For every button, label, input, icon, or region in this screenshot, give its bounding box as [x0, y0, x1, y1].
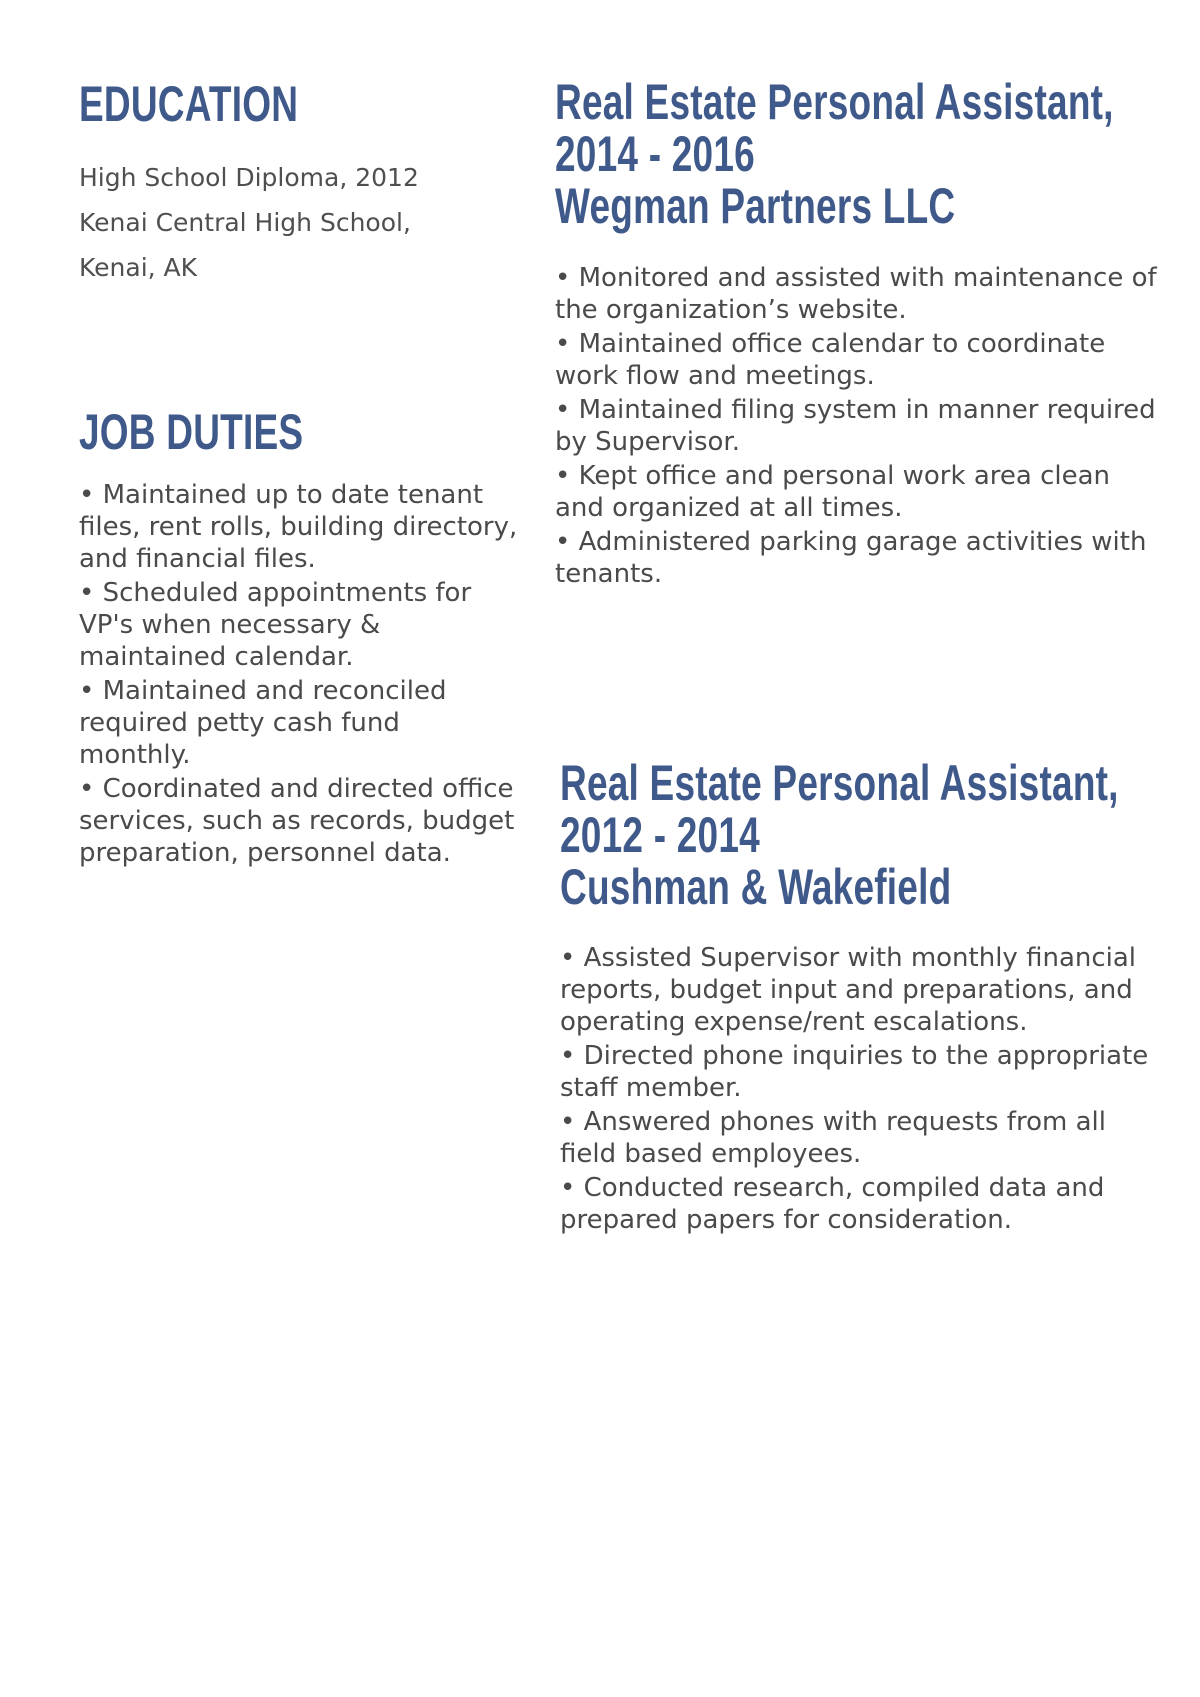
job-2-heading	[560, 757, 1119, 913]
list-item: • Maintained and reconciled required petty cash fund monthly.	[79, 676, 447, 770]
education-diploma: High School Diploma, 2012	[79, 163, 419, 192]
list-item: • Conducted research, compiled data and prepared papers for consideration.	[560, 1173, 1105, 1235]
education-details	[79, 155, 499, 290]
education-location: Kenai, AK	[79, 253, 198, 282]
list-item: • Maintained office calendar to coordinate work flow and meetings.	[555, 329, 1106, 391]
job-1-duties-list	[555, 262, 1160, 592]
job-2-duties-list	[560, 942, 1170, 1238]
job-1-title: Real Estate Personal Assistant,	[555, 74, 1114, 130]
list-item: • Maintained filing system in manner required by Supervisor.	[555, 395, 1156, 457]
job-1-heading	[555, 76, 1114, 232]
job-duties-heading: JOB DUTIES	[79, 404, 304, 460]
list-item: • Directed phone inquiries to the appropriate staff member.	[560, 1041, 1149, 1103]
list-item: • Kept office and personal work area clean and organized at all times.	[555, 461, 1110, 523]
list-item: • Assisted Supervisor with monthly financial reports, budget input and preparations, and operating expense/rent escalations.	[560, 943, 1137, 1037]
list-item: • Answered phones with requests from all field based employees.	[560, 1107, 1106, 1169]
education-heading: EDUCATION	[79, 76, 299, 132]
list-item: • Maintained up to date tenant files, rent rolls, building directory, and financial files.	[79, 480, 518, 574]
job-2-dates: 2012 - 2014	[560, 807, 760, 863]
job-2-title: Real Estate Personal Assistant,	[560, 755, 1119, 811]
job-1-company: Wegman Partners LLC	[555, 178, 956, 234]
job-duties-list	[79, 479, 519, 871]
job-1-dates: 2014 - 2016	[555, 126, 755, 182]
list-item: • Coordinated and directed office services, such as records, budget preparation, personnel data.	[79, 774, 515, 868]
list-item: • Administered parking garage activities with tenants.	[555, 527, 1147, 589]
list-item: • Scheduled appointments for VP's when necessary & maintained calendar.	[79, 578, 472, 672]
education-school: Kenai Central High School,	[79, 208, 411, 237]
job-2-company: Cushman & Wakefield	[560, 859, 952, 915]
list-item: • Monitored and assisted with maintenance of the organization’s website.	[555, 263, 1157, 325]
